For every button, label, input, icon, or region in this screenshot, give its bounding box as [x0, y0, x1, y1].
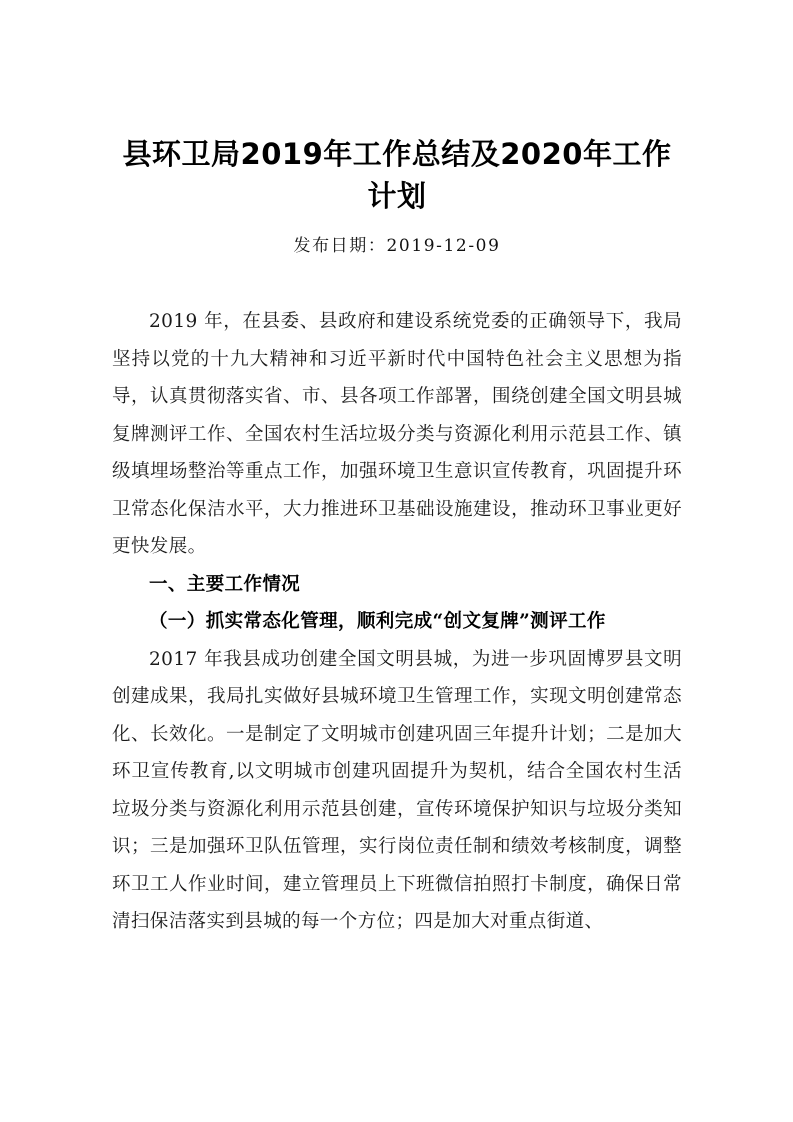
document-content-column	[112, 0, 682, 941]
subsection-heading-normalized-management: （一）抓实常态化管理，顺利完成“创文复牌”测评工作	[149, 611, 606, 632]
section-heading-main-work: 一、主要工作情况	[149, 573, 301, 595]
document-body	[112, 259, 682, 941]
page-title: 县环卫局2019年工作总结及2020年工作计划	[122, 137, 672, 213]
intro-paragraph: 2019 年，在县委、县政府和建设系统党委的正确领导下，我局坚持以党的十九大精神和习近平新时代中国特色社会主义思想为指导，认真贯彻落实省、市、县各项工作部署，围绕创建全国文明县城复牌测评工作、全国农村生活垃圾分类与资源化利用示范县工作、镇级填埋场整治等重点工作，加强环境卫生意识宣传教育，巩固提升环卫常态化保洁水平，大力推进环卫基础设施建设，推动环卫事业更好更快发展。	[112, 311, 682, 557]
body-paragraph-civilized-county: 2017 年我县成功创建全国文明县城，为进一步巩固博罗县文明创建成果，我局扎实做好县城环境卫生管理工作，实现文明创建常态化、长效化。一是制定了文明城市创建巩固三年提升计划；二是加大环卫宣传教育,以文明城市创建巩固提升为契机，结合全国农村生活垃圾分类与资源化利用示范县创建，宣传环境保护知识与垃圾分类知识；三是加强环卫队伍管理，实行岗位责任制和绩效考核制度，调整环卫工人作业时间，建立管理员上下班微信拍照打卡制度，确保日常清扫保洁落实到县城的每一个方位；四是加大对重点街道、	[112, 648, 682, 932]
publish-date: 发布日期：2019-12-09	[293, 236, 501, 256]
